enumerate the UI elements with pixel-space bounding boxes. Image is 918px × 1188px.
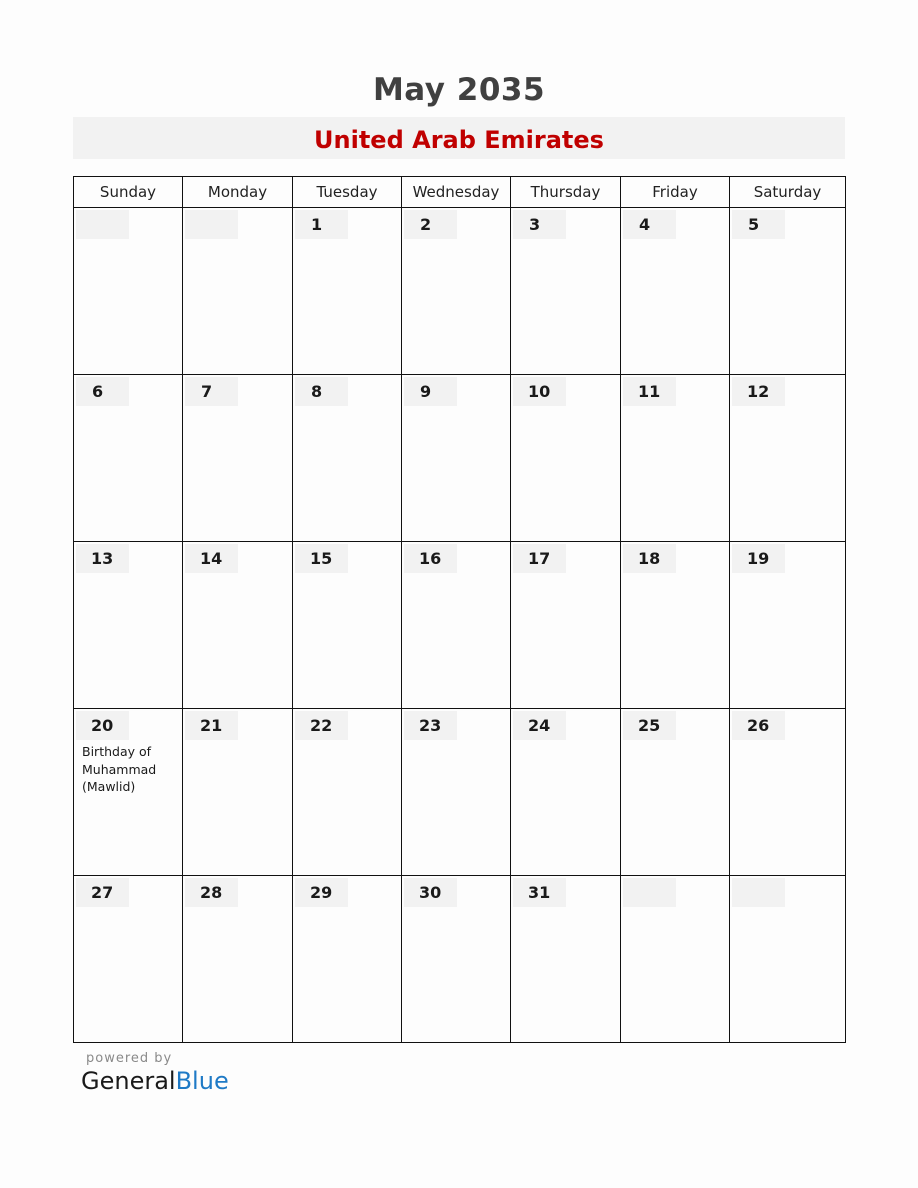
day-cell[interactable] [183, 876, 293, 1043]
day-cell[interactable] [74, 876, 183, 1043]
day-cell[interactable] [293, 876, 402, 1043]
day-cell[interactable] [730, 709, 846, 876]
weekday-thursday: Thursday [511, 177, 621, 208]
day-number [76, 210, 129, 239]
day-number [185, 210, 238, 239]
day-number: 18 [623, 544, 676, 573]
day-number: 29 [295, 878, 348, 907]
day-number: 14 [185, 544, 238, 573]
day-cell[interactable] [293, 542, 402, 709]
day-cell[interactable] [402, 876, 511, 1043]
day-number: 8 [295, 377, 348, 406]
day-number: 26 [732, 711, 785, 740]
weekday-wednesday: Wednesday [402, 177, 511, 208]
day-number: 4 [623, 210, 676, 239]
day-cell[interactable] [402, 375, 511, 542]
day-cell[interactable] [511, 375, 621, 542]
generalblue-logo[interactable] [81, 1067, 229, 1095]
day-cell[interactable] [402, 542, 511, 709]
day-cell[interactable] [74, 709, 183, 876]
day-cell[interactable] [621, 709, 730, 876]
day-number: 22 [295, 711, 348, 740]
day-cell[interactable] [511, 876, 621, 1043]
day-number: 7 [185, 377, 238, 406]
month-title: May 2035 [372, 72, 546, 108]
day-number: 1 [295, 210, 348, 239]
day-cell[interactable] [183, 542, 293, 709]
calendar-grid [73, 176, 846, 1043]
day-cell[interactable] [74, 542, 183, 709]
brand-general: General [81, 1067, 176, 1095]
day-number: 25 [623, 711, 676, 740]
day-number: 20 [76, 711, 129, 740]
week-row [74, 709, 846, 876]
country-banner [73, 117, 845, 159]
country-title: United Arab Emirates [314, 126, 604, 154]
day-cell[interactable] [293, 709, 402, 876]
day-cell[interactable] [183, 375, 293, 542]
day-number: 27 [76, 878, 129, 907]
day-number: 9 [404, 377, 457, 406]
powered-by-label: powered by [86, 1051, 173, 1066]
day-number: 13 [76, 544, 129, 573]
day-number: 15 [295, 544, 348, 573]
day-number: 30 [404, 878, 457, 907]
day-number: 17 [513, 544, 566, 573]
day-number: 12 [732, 377, 785, 406]
day-cell[interactable] [511, 542, 621, 709]
day-cell[interactable] [730, 208, 846, 375]
day-cell[interactable] [74, 375, 183, 542]
day-number: 5 [732, 210, 785, 239]
day-number: 6 [76, 377, 129, 406]
weekday-sunday: Sunday [74, 177, 183, 208]
day-cell[interactable] [183, 709, 293, 876]
day-number: 19 [732, 544, 785, 573]
week-row [74, 876, 846, 1043]
day-cell[interactable] [730, 375, 846, 542]
day-number [732, 878, 785, 907]
holiday-event: Birthday of Muhammad (Mawlid) [82, 744, 157, 794]
day-number [623, 878, 676, 907]
day-cell[interactable] [402, 208, 511, 375]
day-number: 24 [513, 711, 566, 740]
week-row [74, 208, 846, 375]
weekday-saturday: Saturday [730, 177, 846, 208]
day-number: 16 [404, 544, 457, 573]
week-row [74, 542, 846, 709]
footer [86, 1051, 172, 1066]
day-cell[interactable] [293, 208, 402, 375]
empty-day-cell [730, 876, 846, 1043]
day-number: 3 [513, 210, 566, 239]
day-cell[interactable] [402, 709, 511, 876]
day-cell[interactable] [621, 208, 730, 375]
day-number: 23 [404, 711, 457, 740]
empty-day-cell [621, 876, 730, 1043]
day-cell[interactable] [293, 375, 402, 542]
day-number: 31 [513, 878, 566, 907]
weekday-monday: Monday [183, 177, 293, 208]
day-number: 10 [513, 377, 566, 406]
day-number: 2 [404, 210, 457, 239]
day-number: 28 [185, 878, 238, 907]
weekday-header-row [74, 177, 846, 208]
day-number: 21 [185, 711, 238, 740]
day-cell[interactable] [621, 375, 730, 542]
empty-day-cell [183, 208, 293, 375]
brand-blue: Blue [175, 1067, 229, 1095]
day-cell[interactable] [511, 709, 621, 876]
day-number: 11 [623, 377, 676, 406]
day-cell[interactable] [730, 542, 846, 709]
day-cell[interactable] [621, 542, 730, 709]
weekday-friday: Friday [621, 177, 730, 208]
day-cell[interactable] [511, 208, 621, 375]
weekday-tuesday: Tuesday [293, 177, 402, 208]
empty-day-cell [74, 208, 183, 375]
week-row [74, 375, 846, 542]
